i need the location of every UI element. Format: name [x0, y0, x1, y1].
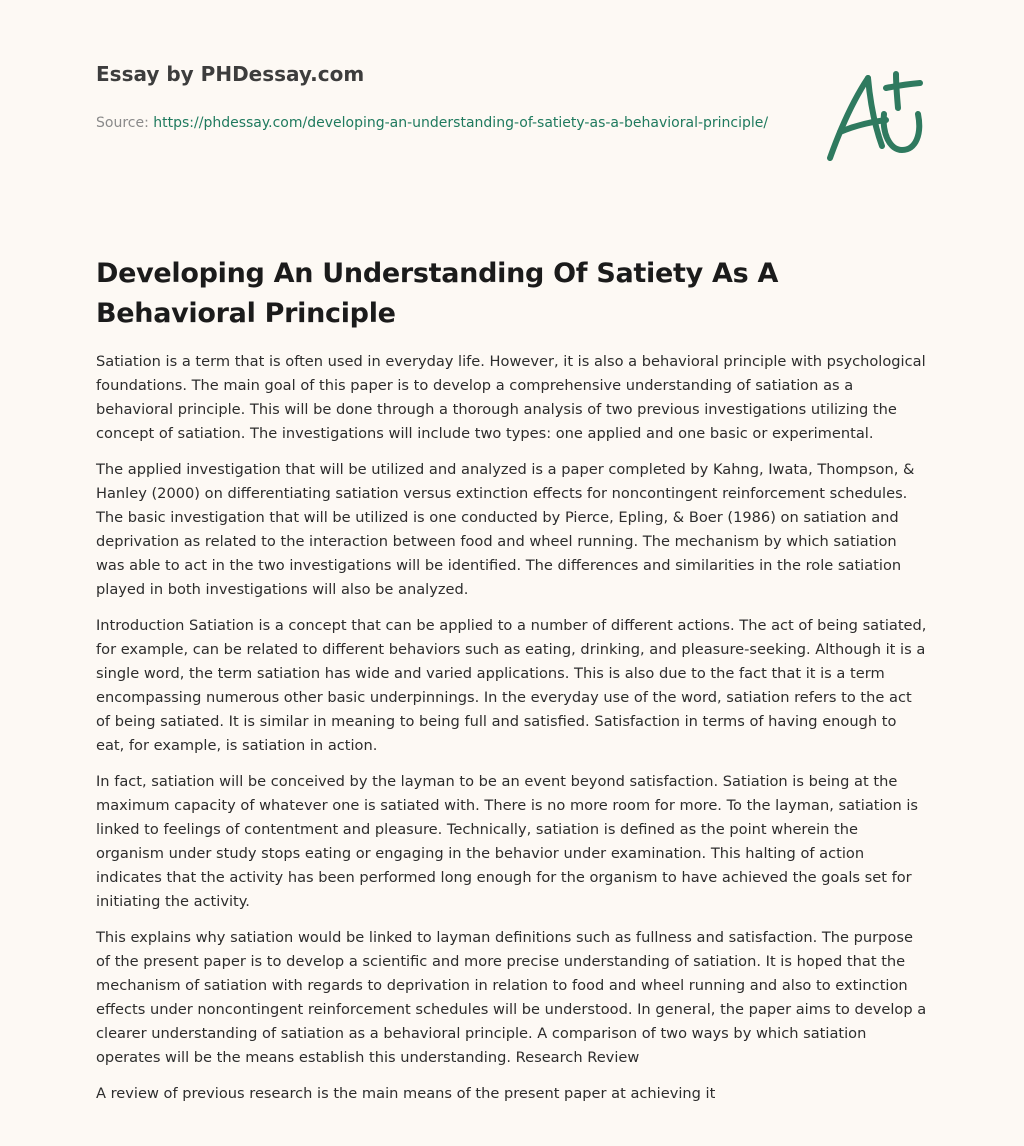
article	[96, 254, 928, 1118]
article-paragraph: In fact, satiation will be conceived by the layman to be an event beyond satisfaction. Satiation is being at the maximum capacity of whatever one is satiated with. There is no more room for more. To the layman, satiation is linked to feelings of contentment and pleasure. Technically, satiation is defined as the point wherein the organism under study stops eating or engaging in the behavior under examination. This halting of action indicates that the activity has been performed long enough for the organism to have achieved the goals set for initiating the activity.	[96, 773, 919, 910]
a-plus-logo-icon	[824, 68, 928, 164]
article-paragraph: The applied investigation that will be utilized and analyzed is a paper completed by Kahng, Iwata, Thompson, & Hanley (2000) on differentiating satiation versus extinction effects for noncontingent reinforcement schedules. The basic investigation that will be utilized is one conducted by Pierce, Epling, & Boer (1986) on satiation and deprivation as related to the interaction between food and wheel running. The mechanism by which satiation was able to act in the two investigations will be identified. The differences and similarities in the role satiation played in both investigations will also be analyzed.	[96, 461, 915, 598]
source-label: Source:	[96, 115, 149, 131]
source-line	[96, 111, 776, 135]
article-paragraph: Introduction Satiation is a concept that can be applied to a number of different actions. The act of being satiated, for example, can be related to different behaviors such as eating, drinking, and pleasure-seeking. Although it is a single word, the term satiation has wide and varied applications. This is also due to the fact that it is a term encompassing numerous other basic underpinnings. In the everyday use of the word, satiation refers to the act of being satiated. It is similar in meaning to being full and satisfied. Satisfaction in terms of having enough to eat, for example, is satiation in action.	[96, 617, 927, 754]
page-header	[96, 62, 796, 135]
source-link[interactable]: https://phdessay.com/developing-an-understanding-of-satiety-as-a-behavioral-principle/	[153, 115, 769, 131]
article-paragraph: A review of previous research is the main means of the present paper at achieving it	[96, 1085, 716, 1102]
site-title: Essay by PHDessay.com	[96, 62, 365, 86]
article-paragraph: Satiation is a term that is often used in everyday life. However, it is also a behavioral principle with psychological foundations. The main goal of this paper is to develop a comprehensive understanding of satiation as a behavioral principle. This will be done through a thorough analysis of two previous investigations utilizing the concept of satiation. The investigations will include two types: one applied and one basic or experimental.	[96, 353, 926, 442]
article-title: Developing An Understanding Of Satiety As A Behavioral Principle	[96, 258, 779, 329]
article-paragraph: This explains why satiation would be linked to layman definitions such as fullness and satisfaction. The purpose of the present paper is to develop a scientific and more precise understanding of satiation. It is hoped that the mechanism of satiation with regards to deprivation in relation to food and wheel running and also to extinction effects under noncontingent reinforcement schedules will be understood. In general, the paper aims to develop a clearer understanding of satiation as a behavioral principle. A comparison of two ways by which satiation operates will be the means establish this understanding. Research Review	[96, 929, 927, 1066]
